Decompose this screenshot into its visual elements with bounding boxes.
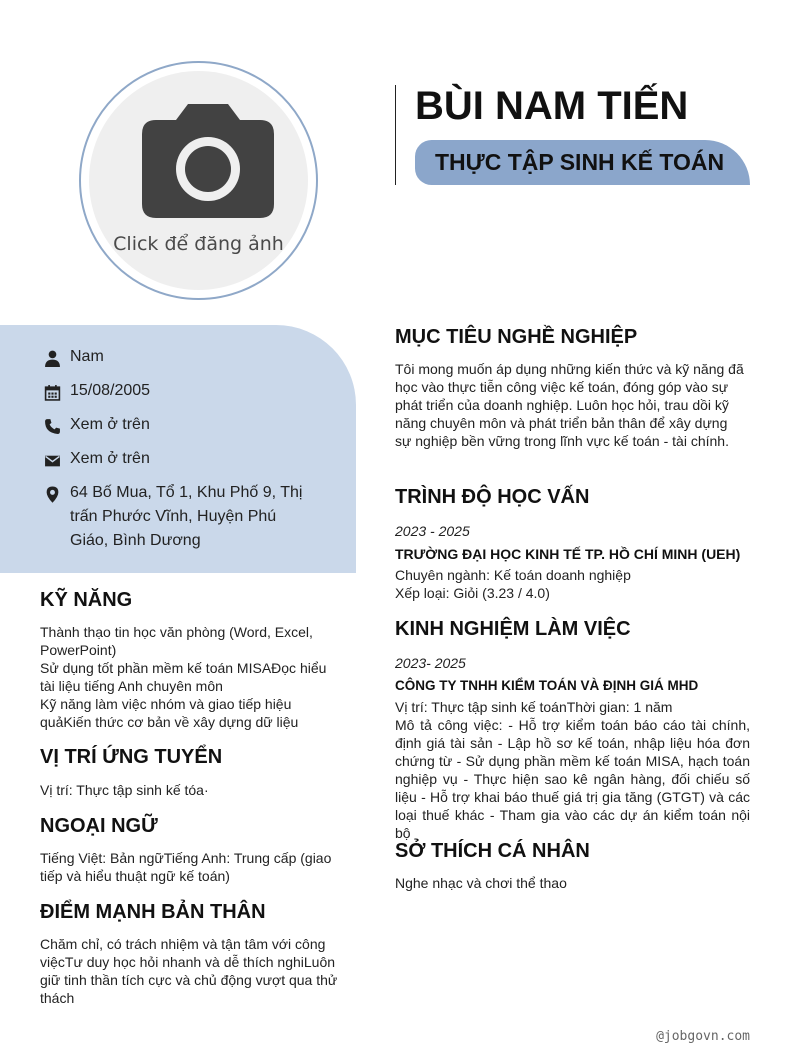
education-grade: Xếp loại: Giỏi (3.23 / 4.0)	[395, 585, 550, 601]
person-icon	[44, 350, 61, 367]
education-school: TRƯỜNG ĐẠI HỌC KINH TẾ TP. HỒ CHÍ MINH (UEH)	[395, 546, 741, 562]
phone-icon	[44, 418, 61, 435]
photo-upload-area[interactable]	[89, 71, 308, 290]
experience-company: CÔNG TY TNHH KIỂM TOÁN VÀ ĐỊNH GIÁ MHD	[395, 678, 699, 693]
strengths-text: Chăm chỉ, có trách nhiệm và tận tâm với công việcTư duy học hỏi nhanh và dễ thích nghiLuôn giữ tinh thần tích cực và chủ động vượt qua thử thách	[40, 936, 338, 1006]
header-divider	[395, 85, 396, 185]
candidate-name: BÙI NAM TIẾN	[415, 84, 689, 128]
objective-text: Tôi mong muốn áp dụng những kiến thức và kỹ năng đã học vào thực tiễn công việc kế toán, đóng góp vào sự phát triển của doanh nghiệp. Luôn học hỏi, trau dồi kỹ năng chuyên môn và phát triển bản thân để xây dựng sự nghiệp bền vững trong lĩnh vực kế toán - tài chính.	[395, 361, 744, 449]
skills-text: Thành thạo tin học văn phòng (Word, Excel, PowerPoint) Sử dụng tốt phần mềm kế toán MISAĐọc hiểu tài liệu tiếng Anh chuyên môn Kỹ năng làm việc nhóm và giao tiếp hiệu quảKiến thức cơ bản về xây dựng dữ liệu	[40, 624, 327, 730]
footer-watermark: @jobgovn.com	[656, 1029, 750, 1044]
photo-frame	[79, 61, 318, 300]
position-text: Vị trí: Thực tập sinh kế tóa·	[40, 782, 209, 798]
education-period: 2023 - 2025	[395, 523, 470, 539]
contact-text: Xem ở trên	[70, 450, 150, 467]
experience-heading: KINH NGHIỆM LÀM VIỆC	[395, 618, 631, 640]
contact-gender	[44, 348, 104, 369]
objective-heading: MỤC TIÊU NGHỀ NGHIỆP	[395, 326, 638, 348]
contact-birthdate	[44, 382, 150, 403]
job-title: THỰC TẬP SINH KẾ TOÁN	[435, 149, 725, 175]
languages-text: Tiếng Việt: Bản ngữTiếng Anh: Trung cấp (giao tiếp và hiểu thuật ngữ kế toán)	[40, 850, 332, 884]
contact-text: Nam	[70, 348, 104, 365]
skills-heading: KỸ NĂNG	[40, 589, 133, 611]
education-major: Chuyên ngành: Kế toán doanh nghiệp	[395, 567, 631, 583]
experience-period: 2023- 2025	[395, 655, 466, 671]
contact-phone	[44, 416, 150, 437]
hobbies-heading: SỞ THÍCH CÁ NHÂN	[395, 840, 590, 862]
location-pin-icon	[44, 486, 61, 503]
contact-text: Xem ở trên	[70, 416, 150, 433]
experience-description: Mô tả công việc: - Hỗ trợ kiểm toán báo cáo tài chính, định giá tài sản - Lập hồ sơ kế toán, nhập liệu hóa đơn chứng từ - Sử dụng phần mềm kế toán MISA, hạch toán nghiệp vụ - Thực hiện sao kê ngân hàng, đối chiếu số liệu - Hỗ trợ khai báo thuế giá trị gia tăng (GTGT) và các loại thuế khác - Tham gia vào các dự án kiểm toán nội bộ	[395, 717, 750, 841]
strengths-heading: ĐIỂM MẠNH BẢN THÂN	[40, 901, 266, 923]
experience-role: Vị trí: Thực tập sinh kế toánThời gian: 1 năm	[395, 699, 673, 715]
contact-text: 64 Bố Mua, Tổ 1, Khu Phố 9, Thị trấn Phước Vĩnh, Huyện Phú Giáo, Bình Dương	[70, 484, 303, 549]
education-heading: TRÌNH ĐỘ HỌC VẤN	[395, 486, 590, 508]
position-heading: VỊ TRÍ ỨNG TUYỂN	[40, 746, 223, 768]
languages-heading: NGOẠI NGỮ	[40, 815, 158, 837]
email-icon	[44, 452, 61, 469]
photo-upload-label[interactable]: Click để đăng ảnh	[113, 233, 284, 255]
camera-icon	[142, 104, 274, 218]
contact-text: 15/08/2005	[70, 382, 151, 399]
contact-address	[44, 484, 304, 553]
job-title-badge	[415, 140, 750, 185]
hobbies-text: Nghe nhạc và chơi thể thao	[395, 875, 567, 891]
calendar-icon	[44, 384, 61, 401]
contact-panel	[0, 325, 356, 573]
contact-email	[44, 450, 150, 471]
